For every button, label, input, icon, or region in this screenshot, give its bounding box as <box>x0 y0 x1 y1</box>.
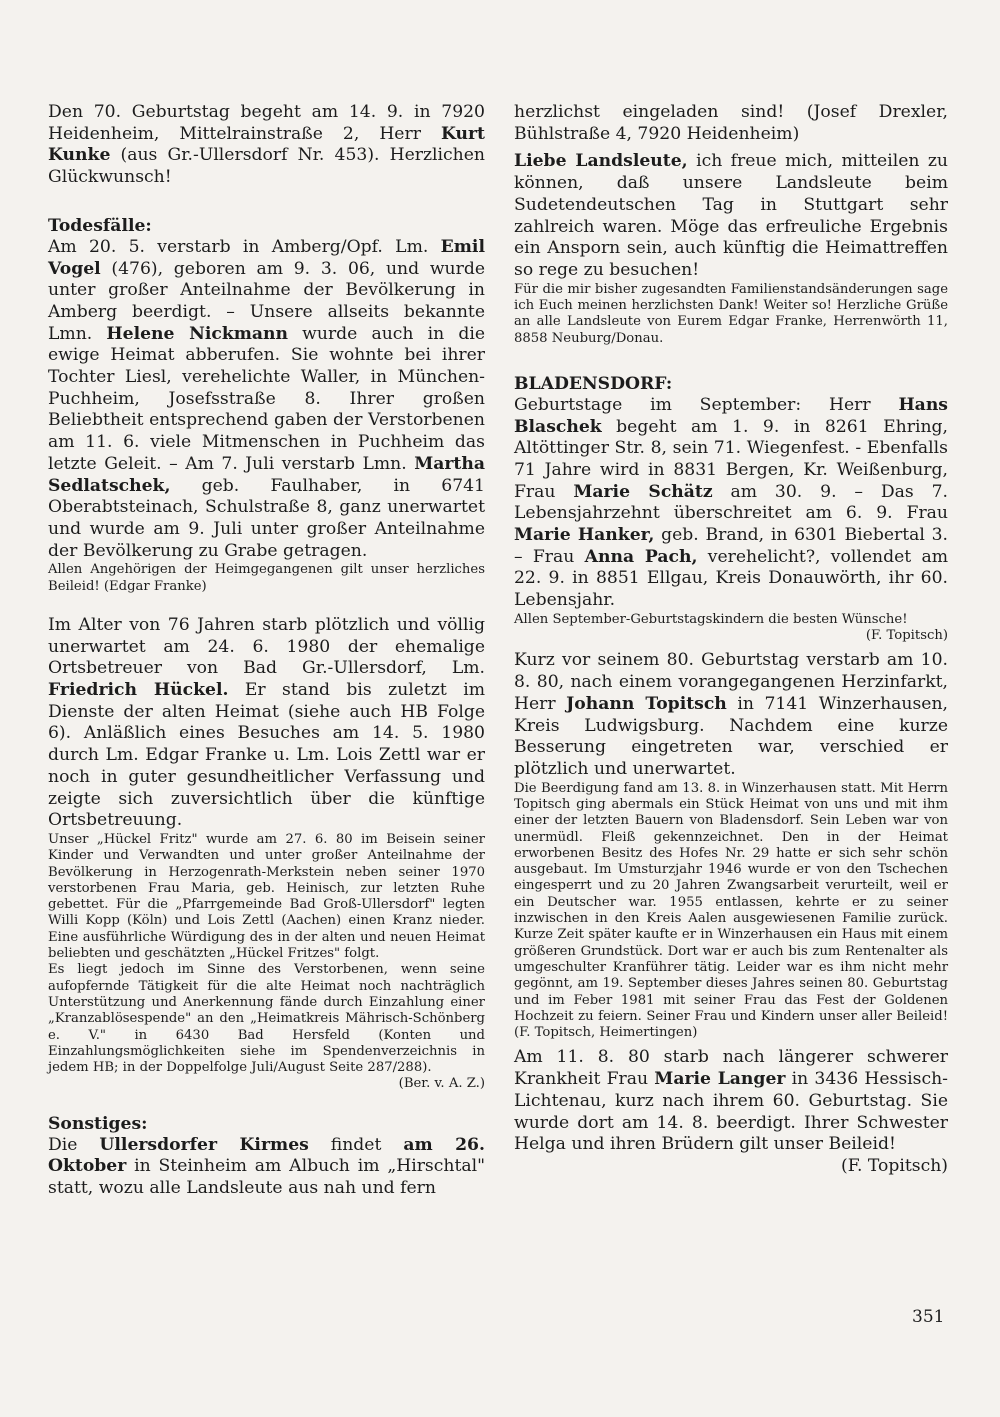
birthday-paragraph: Den 70. Geburtstag begeht am 14. 9. in 7920 Heidenheim, Mittelrainstraße 2, Herr Kurt Kunke (aus Gr.-Ullersdorf Nr. 453). Herzlichen Glückwunsch! <box>48 102 485 188</box>
hueckel-obituary-paragraph: Im Alter von 76 Jahren starb plötzlich und völlig unerwartet am 24. 6. 1980 der ehemalige Ortsbetreuer von Bad Gr.-Ullersdorf, Lm. Friedrich Hückel. Er stand bis zuletzt im Dienste der alten Heimat (siehe auch HB Folge 6). Anläßlich eines Besuches am 14. 5. 1980 durch Lm. Edgar Franke u. Lm. Lois Zettl war er noch in guter gesundheitlicher Verfassung und zeigte sich zuversichtlich über die künftige Ortsbetreuung. <box>48 614 485 831</box>
name-kurt-kunke: Kurt Kunke <box>48 123 485 166</box>
left-column <box>48 102 485 1200</box>
birthday-wishes-note: Allen September-Geburtstagskindern die besten Wünsche! <box>514 611 908 627</box>
right-column <box>514 102 948 1178</box>
hueckel-signature-line: (Ber. v. A. Z.) <box>398 1076 485 1092</box>
franke-thanks-note: Für die mir bisher zugesandten Familienstandsänderungen sage ich Euch meinen herzlichsten Dank! Weiter so! Herzliche Grüße an alle Landsleute von Eurem Edgar Franke, Herrenwörth 11, 8858 Neuburg/Donau. <box>514 281 948 346</box>
hueckel-donation-note: Es liegt jedoch im Sinne des Verstorbenen, wenn seine aufopfernde Tätigkeit für die alte Heimat noch nachträglich Unterstützung und Anerkennung fände durch Einzahlung einer „Kranzablösespende" an den „Heimatkreis Mährisch-Schönberg e. V." in 6430 Bad Hersfeld (Konten und Einzahlungsmöglichkeiten siehe im Spendenverzeichnis in jedem HB; in der Doppelfolge Juli/August Seite 287/288). <box>48 962 485 1076</box>
topitsch-funeral-note: Die Beerdigung fand am 13. 8. in Winzerhausen statt. Mit Herrn Topitsch ging abermals ein Stück Heimat von uns und mit ihm einer der letzten Bauern von Bladensdorf. Sein Leben war von unermüdl. Fleiß gekennzeichnet. Den in der Heimat erworbenen Besitz des Hofes Nr. 29 hatte er sich sehr schön ausgebaut. Im Umsturzjahr 1946 wurde er von den Tschechen eingesperrt und zu 20 Jahren Zwangsarbeit verurteilt, weil er ein Deutscher war. 1955 entlassen, kehrte er zu seiner inzwischen in den Kreis Aalen ausgewiesenen Familie zurück. Kurze Zeit später kaufte er in Winzerhausen ein Haus mit einem größeren Grundstück. Dort war er auch bis zum Rentenalter als umgeschulter Kranführer tätig. Leider war es ihm nicht mehr gegönnt, am 19. September dieses Jahres seinen 80. Geburtstag und im Feber 1981 mit seiner Frau das Fest der Goldenen Hochzeit zu feiern. Seiner Frau und Kindern unser aller Beileid!(F. Topitsch, Heimertingen) <box>514 780 948 1041</box>
topitsch-obituary-paragraph: Kurz vor seinem 80. Geburtstag verstarb am 10. 8. 80, nach einem vorangegangenen Herzinfarkt, Herr Johann Topitsch in 7141 Winzerhausen, Kreis Ludwigsburg. Nachdem eine kurze Besserung eingetreten war, verschied er plötzlich und unerwartet. <box>514 650 948 779</box>
landsleute-paragraph: Liebe Landsleute, ich freue mich, mitteilen zu können, daß unsere Landsleute beim Sudetendeutschen Tag in Stuttgart sehr zahlreich waren. Möge das erfreuliche Ergebnis ein Ansporn sein, auch künftig die Heimattreffen so rege zu besuchen! <box>514 151 949 280</box>
kirmes-continuation: herzlichst eingeladen sind! (Josef Drexler, Bühlstraße 4, 7920 Heidenheim) <box>514 102 948 144</box>
death-notices-paragraph: Am 20. 5. verstarb in Amberg/Opf. Lm. Emil Vogel (476), geboren am 9. 3. 06, und wurde unter großer Anteilnahme der Bevölkerung in Amberg beerdigt. – Unsere allseits bekannte Lmn. Helene Nickmann wurde auch in die ewige Heimat abberufen. Sie wohnte bei ihrer Tochter Liesl, verehelichte Waller, in München-Puchheim, Josefsstraße 8. Ihrer großen Beliebtheit entsprechend gaben der Verstorbenen am 11. 6. viele Mitmenschen in Puchheim das letzte Geleit. – Am 7. Juli verstarb Lmn. Martha Sedlatschek, geb. Faulhaber, in 6741 Oberabtsteinach, Schulstraße 8, ganz unerwartet und wurde am 9. Juli unter großer Anteilnahme der Bevölkerung zu Grabe getragen. <box>48 236 485 561</box>
kirmes-paragraph: Die Ullersdorfer Kirmes findet am 26. Oktober in Steinheim am Albuch im „Hirschtal" statt, wozu alle Landsleute aus nah und fern <box>48 1134 485 1199</box>
birthday-signature-line: (F. Topitsch) <box>865 628 948 644</box>
langer-signature-line: (F. Topitsch) <box>841 1155 948 1176</box>
section-heading-bladensdorf: BLADENSDORF: <box>514 373 673 394</box>
page-number: 351 <box>912 1307 945 1327</box>
section-heading-todesfaelle: Todesfälle: <box>48 215 152 236</box>
bladensdorf-birthdays-paragraph: Geburtstage im September: Herr Hans Blaschek begeht am 1. 9. in 8261 Ehring, Altöttinger Str. 8, sein 71. Wiegenfest. - Ebenfalls 71 Jahre wird in 8831 Bergen, Kr. Weißenburg, Frau Marie Schätz am 30. 9. – Das 7. Lebensjahrzehnt überschreitet am 6. 9. Frau Marie Hanker, geb. Brand, in 6301 Biebertal 3. – Frau Anna Pach, verehelicht?, vollendet am 22. 9. in 8851 Ellgau, Kreis Donauwörth, ihr 60. Lebensjahr. <box>514 394 949 611</box>
langer-obituary-paragraph: Am 11. 8. 80 starb nach längerer schwerer Krankheit Frau Marie Langer in 3436 Hessisch-Lichtenau, kurz nach ihrem 60. Geburtstag. Sie wurde dort am 14. 8. beerdigt. Ihrer Schwester Helga und ihren Brüdern gilt unser Beileid! <box>514 1047 948 1155</box>
hueckel-funeral-note: Unser „Hückel Fritz" wurde am 27. 6. 80 im Beisein seiner Kinder und Verwandten und unter großer Anteilnahme der Bevölkerung in Herzogenrath-Merkstein neben seiner 1970 verstorbenen Frau Maria, geb. Heinisch, zur letzten Ruhe gebettet. Für die „Pfarrgemeinde Bad Groß-Ullersdorf" legten Willi Kopp (Köln) und Lois Zettl (Aachen) einen Kranz nieder. Eine ausführliche Würdigung des in der alten und neuen Heimat beliebten und geschätzten „Hückel Fritzes" folgt. <box>48 831 485 962</box>
condolence-note: Allen Angehörigen der Heimgegangenen gilt unser herzliches Beileid! (Edgar Franke) <box>48 562 485 594</box>
section-heading-sonstiges: Sonstiges: <box>48 1113 148 1134</box>
